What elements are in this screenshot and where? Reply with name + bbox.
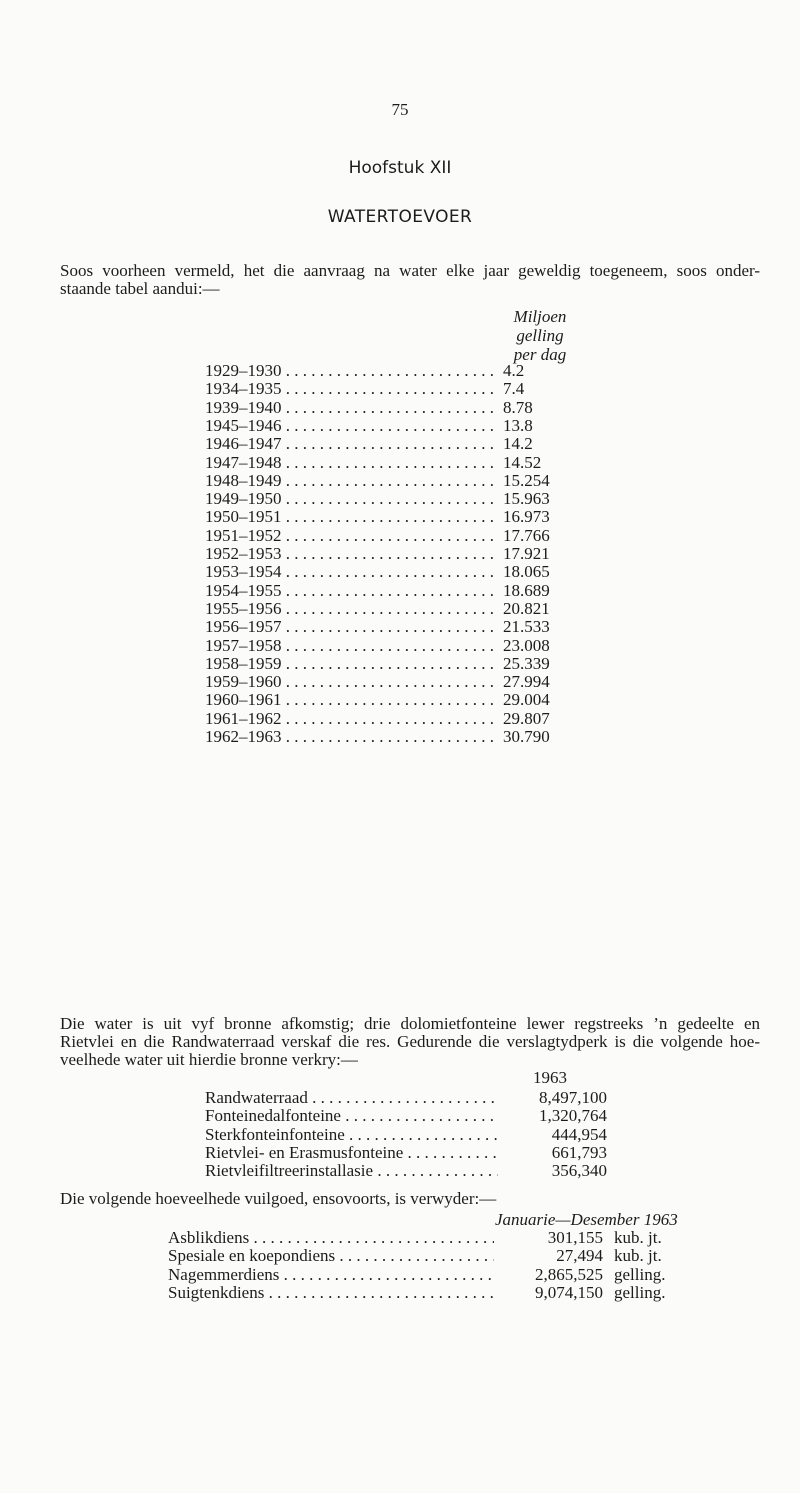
row-label: 1951–1952 . . .: [205, 526, 499, 546]
row-label: Sterkfonteinfonteine . . .: [205, 1125, 498, 1145]
consumption-row: [205, 379, 605, 399]
sewage-paragraph: [60, 1190, 760, 1208]
consumption-row: [205, 672, 605, 692]
row-label: Fonteinedalfonteine . . .: [205, 1106, 498, 1126]
consumption-row: [205, 526, 605, 546]
row-label: Randwaterraad . . .: [205, 1088, 498, 1108]
row-value: 20.821: [503, 598, 550, 618]
row-label: 1950–1951 . . .: [205, 507, 499, 527]
row-value: 15.963: [503, 489, 550, 509]
consumption-row: [205, 507, 605, 527]
sources-line: Rietvlei en die Randwaterraad verskaf die res. Gedurende die verslagtydperk is die volgende hoe-: [60, 1032, 760, 1051]
row-unit: gelling.: [614, 1282, 666, 1302]
consumption-row: [205, 599, 605, 619]
sources-line: veelhede water uit hierdie bronne verkry:—: [60, 1050, 358, 1069]
row-label: 1948–1949 . . .: [205, 471, 499, 491]
row-value: 444,954: [551, 1124, 607, 1144]
row-label: 1947–1948 . . .: [205, 453, 499, 473]
sewage-row: [168, 1283, 728, 1303]
consumption-row: [205, 434, 605, 454]
row-unit: kub. jt.: [614, 1246, 662, 1266]
sources-column-header: 1963: [533, 1068, 567, 1087]
row-label: 1959–1960 . . .: [205, 672, 499, 692]
row-label: 1946–1947 . . .: [205, 434, 499, 454]
row-value: 1,320,764: [539, 1106, 607, 1126]
consumption-row: [205, 562, 605, 582]
row-label: 1949–1950 . . .: [205, 489, 499, 509]
row-value: 30.790: [503, 727, 550, 746]
source-row: [205, 1143, 625, 1163]
page-title: WATERTOEVOER: [327, 207, 473, 227]
consumption-row: [205, 709, 605, 729]
consumption-row: [205, 453, 605, 473]
row-value: 29.004: [503, 690, 550, 710]
consumption-row: [205, 489, 605, 509]
consumption-row: [205, 636, 605, 656]
consumption-row: [205, 581, 605, 601]
row-value: 16.973: [503, 507, 550, 527]
consumption-row: [205, 416, 605, 436]
row-label: 1939–1940 . . .: [205, 398, 499, 418]
row-value: 14.2: [503, 434, 533, 454]
sewage-row: [168, 1246, 728, 1266]
intro-line: Soos voorheen vermeld, het die aanvraag na water elke jaar geweldig toegeneem, soos onder-: [60, 261, 760, 280]
sewage-line: Die volgende hoeveelhede vuilgoed, ensovoorts, is verwyder:—: [60, 1189, 497, 1208]
row-value: 13.8: [503, 415, 533, 435]
row-label: 1958–1959 . . .: [205, 654, 499, 674]
row-value: 9,074,150: [535, 1282, 603, 1302]
row-label: 1945–1946 . . .: [205, 416, 499, 436]
row-value: 661,793: [551, 1142, 607, 1162]
row-label: Rietvleifiltreerinstallasie . . .: [205, 1161, 498, 1181]
row-value: 17.921: [503, 544, 550, 563]
row-value: 23.008: [503, 635, 550, 655]
source-row: [205, 1125, 625, 1145]
row-label: 1953–1954 . . .: [205, 562, 499, 582]
row-value: 18.065: [503, 562, 550, 582]
row-label: 1956–1957 . . .: [205, 617, 499, 637]
intro-paragraph: [60, 262, 760, 298]
row-unit: kub. jt.: [614, 1228, 662, 1247]
row-value: 18.689: [503, 580, 550, 600]
row-label: Asblikdiens . . .: [168, 1228, 494, 1248]
source-row: [205, 1088, 625, 1108]
row-label: 1962–1963 . . .: [205, 727, 499, 747]
row-label: 1934–1935 . . .: [205, 379, 499, 399]
consumption-row: [205, 690, 605, 710]
row-label: 1960–1961 . . .: [205, 690, 499, 710]
consumption-row: [205, 654, 605, 674]
row-label: Spesiale en koepondiens . . .: [168, 1246, 494, 1266]
row-label: 1952–1953 . . .: [205, 544, 499, 564]
row-value: 8,497,100: [539, 1088, 607, 1107]
row-value: 301,155: [547, 1228, 603, 1247]
row-value: 4.2: [503, 361, 525, 380]
consumption-row: [205, 361, 605, 381]
page-number: 75: [391, 100, 409, 119]
consumption-row: [205, 617, 605, 637]
chapter-heading: Hoofstuk XII: [348, 158, 452, 178]
consumption-row: [205, 471, 605, 491]
row-label: 1961–1962 . . .: [205, 709, 499, 729]
row-value: 14.52: [503, 452, 542, 472]
row-label: 1955–1956 . . .: [205, 599, 499, 619]
row-value: 356,340: [551, 1161, 607, 1181]
row-label: 1929–1930 . . .: [205, 361, 499, 381]
sewage-row: [168, 1265, 728, 1285]
row-unit: gelling.: [614, 1264, 666, 1284]
sewage-column-header: Januarie—Desember 1963: [495, 1210, 678, 1229]
row-value: 25.339: [503, 653, 550, 673]
column-header-line: Miljoen: [513, 307, 567, 326]
row-value: 7.4: [503, 379, 525, 399]
row-value: 17.766: [503, 525, 550, 545]
sources-paragraph: [60, 1015, 760, 1069]
intro-line: staande tabel aandui:—: [60, 279, 220, 298]
consumption-row: [205, 398, 605, 418]
row-value: 29.807: [503, 708, 550, 728]
source-row: [205, 1106, 625, 1126]
row-value: 2,865,525: [535, 1264, 603, 1284]
sewage-row: [168, 1228, 728, 1248]
row-label: Nagemmerdiens . . .: [168, 1265, 494, 1285]
sources-line: Die water is uit vyf bronne afkomstig; drie dolomietfonteine lewer regstreeks ’n gedeelte en: [60, 1014, 760, 1033]
row-label: Rietvlei- en Erasmusfonteine . . .: [205, 1143, 498, 1163]
column-header-line: per dag: [513, 345, 567, 364]
row-label: 1954–1955 . . .: [205, 581, 499, 601]
row-value: 8.78: [503, 397, 533, 417]
consumption-row: [205, 727, 605, 747]
consumption-row: [205, 544, 605, 564]
row-value: 15.254: [503, 470, 550, 490]
row-value: 27,494: [556, 1246, 603, 1266]
row-label: Suigtenkdiens . . .: [168, 1283, 494, 1303]
consumption-column-header: [500, 307, 580, 364]
row-value: 21.533: [503, 617, 550, 637]
row-label: 1957–1958 . . .: [205, 636, 499, 656]
source-row: [205, 1161, 625, 1181]
column-header-line: gelling: [516, 326, 564, 345]
row-value: 27.994: [503, 672, 550, 692]
